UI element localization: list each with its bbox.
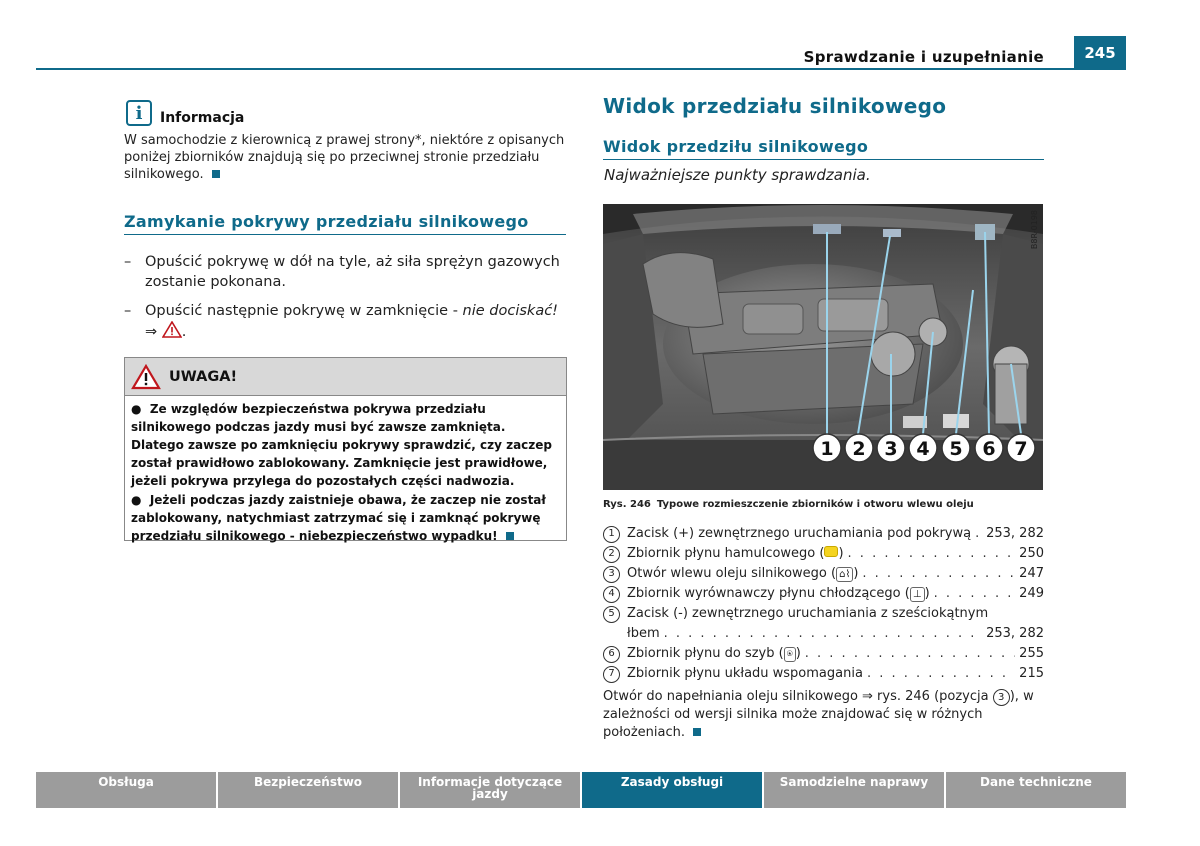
svg-text:3: 3 xyxy=(884,438,898,460)
figure-marker-1 xyxy=(813,434,841,462)
page-reference: 253, 282 xyxy=(986,626,1044,641)
coolant-icon: ⊥ xyxy=(910,587,925,602)
warning-bullet-1: ● Ze względów bezpieczeństwa pokrywa przedziału silnikowego podczas jazdy musi być zawsze zamknięta. Dlatego zawsze po zamknięciu pokrywy sprawdzić, czy zaczep został prawidłowo zablokowany. Zamknięcie jest prawidłowe, jeżeli pokrywa przylega do pozostałych części nadwozia. xyxy=(131,402,553,488)
info-icon: i xyxy=(126,100,152,126)
page-title: Widok przedziału silnikowego xyxy=(603,94,947,118)
figure-marker-7 xyxy=(1007,434,1035,462)
legend-item-continued: łbem . . . 253, 282 xyxy=(603,624,1044,644)
svg-text:5: 5 xyxy=(949,438,963,460)
tab-informacje-dotyczace-jazdy[interactable]: Informacje dotyczące jazdy xyxy=(400,772,580,808)
end-of-section-icon xyxy=(212,170,220,178)
warning-body xyxy=(125,396,566,545)
figure-code: B8R-0198 xyxy=(1030,210,1039,250)
figure-marker-5 xyxy=(942,434,970,462)
warning-header xyxy=(125,358,566,396)
washer-fluid-icon: ⍟ xyxy=(784,647,796,662)
figure-marker-3 xyxy=(877,434,905,462)
tab-samodzielne-naprawy[interactable]: Samodzielne naprawy xyxy=(764,772,944,808)
legend-list xyxy=(603,524,1044,684)
legend-item: 2 Zbiornik płynu hamulcowego ( ) . . . 250 xyxy=(603,544,1044,564)
oil-can-icon: ⌂⌇ xyxy=(836,567,853,582)
legend-item: 6 Zbiornik płynu do szyb ( ⍟ ) . . . 255 xyxy=(603,644,1044,664)
tab-zasady-obslugi[interactable]: Zasady obsługi xyxy=(582,772,762,808)
svg-text:1: 1 xyxy=(820,438,834,460)
closing-step-2: – Opuścić następnie pokrywę w zamknięcie - nie dociskać! ⇒ . xyxy=(124,301,568,342)
figure-caption: Rys. 246 Typowe rozmieszczenie zbiorników i otworu wlewu oleju xyxy=(603,499,974,510)
figure-marker-6 xyxy=(975,434,1003,462)
svg-text:2: 2 xyxy=(852,438,866,460)
tab-dane-techniczne[interactable]: Dane techniczne xyxy=(946,772,1126,808)
page-reference: 253, 282 xyxy=(986,526,1044,541)
section-heading-closing: Zamykanie pokrywy przedziału silnikowego xyxy=(124,212,566,235)
figure-marker-2 xyxy=(845,434,873,462)
closing-step-1: – Opuścić pokrywę w dół na tyle, aż siła sprężyn gazowych zostanie pokonana. xyxy=(124,252,568,292)
warning-box xyxy=(124,357,567,541)
legend-item: 3 Otwór wlewu oleju silnikowego ( ⌂⌇ ) . . . 247 xyxy=(603,564,1044,584)
warning-label: UWAGA! xyxy=(169,368,238,385)
intro-text: Najważniejsze punkty sprawdzania. xyxy=(604,166,871,184)
warning-triangle-icon xyxy=(131,364,161,390)
warning-bullet-2: ● Jeżeli podczas jazdy zaistnieje obawa, że zaczep nie został zablokowany, natychmiast zatrzymać się i zamknąć pokrywę przedziału silnikowego - niebezpieczeństwo wypadku! xyxy=(131,493,546,543)
legend-item: 1 Zacisk (+) zewnętrznego uruchamiania pod pokrywą . . . 253, 282 xyxy=(603,524,1044,544)
chapter-tabs xyxy=(36,772,1126,808)
info-text: W samochodzie z kierownicą z prawej strony*, niektóre z opisanych poniżej zbiorników znajdują się po przeciwnej stronie przedziału silnikowego. xyxy=(124,133,565,182)
tab-bezpieczenstwo[interactable]: Bezpieczeństwo xyxy=(218,772,398,808)
brake-fluid-icon xyxy=(824,546,838,557)
svg-text:4: 4 xyxy=(916,438,930,460)
engine-bay-illustration xyxy=(603,204,1043,490)
end-of-section-icon xyxy=(506,532,514,540)
legend-item: 7 Zbiornik płynu układu wspomagania . . . 215 xyxy=(603,664,1044,684)
header-rule xyxy=(36,68,1126,70)
oil-filler-note: Otwór do napełniania oleju silnikowego ⇒ rys. 246 (pozycja 3 ), w zależności od wersji silnika może znajdować się w różnych położeniach. xyxy=(603,689,1034,740)
engine-bay-figure xyxy=(603,204,1043,490)
info-title: Informacja xyxy=(160,110,245,126)
page-reference: 249 xyxy=(1019,586,1044,601)
svg-text:6: 6 xyxy=(982,438,996,460)
cross-reference: ⇒ xyxy=(145,324,158,340)
tab-obsluga[interactable]: Obsługa xyxy=(36,772,216,808)
figure-marker-4 xyxy=(909,434,937,462)
page-reference: 255 xyxy=(1019,646,1044,661)
page-reference: 247 xyxy=(1019,566,1044,581)
page-reference: 250 xyxy=(1019,546,1044,561)
closing-steps xyxy=(124,252,568,351)
legend-item: 5 Zacisk (-) zewnętrznego uruchamiania z sześciokątnym xyxy=(603,604,1044,624)
section-heading-engine: Widok przedziłu silnikowego xyxy=(603,137,1044,160)
end-of-section-icon xyxy=(693,728,701,736)
legend-item: 4 Zbiornik wyrównawczy płynu chłodzącego ( ⊥ ) . . . 249 xyxy=(603,584,1044,604)
running-title: Sprawdzanie i uzupełnianie xyxy=(803,48,1044,66)
svg-text:7: 7 xyxy=(1014,438,1028,460)
page-reference: 215 xyxy=(1019,666,1044,681)
warning-triangle-icon xyxy=(162,321,182,338)
page-number: 245 xyxy=(1074,36,1126,70)
